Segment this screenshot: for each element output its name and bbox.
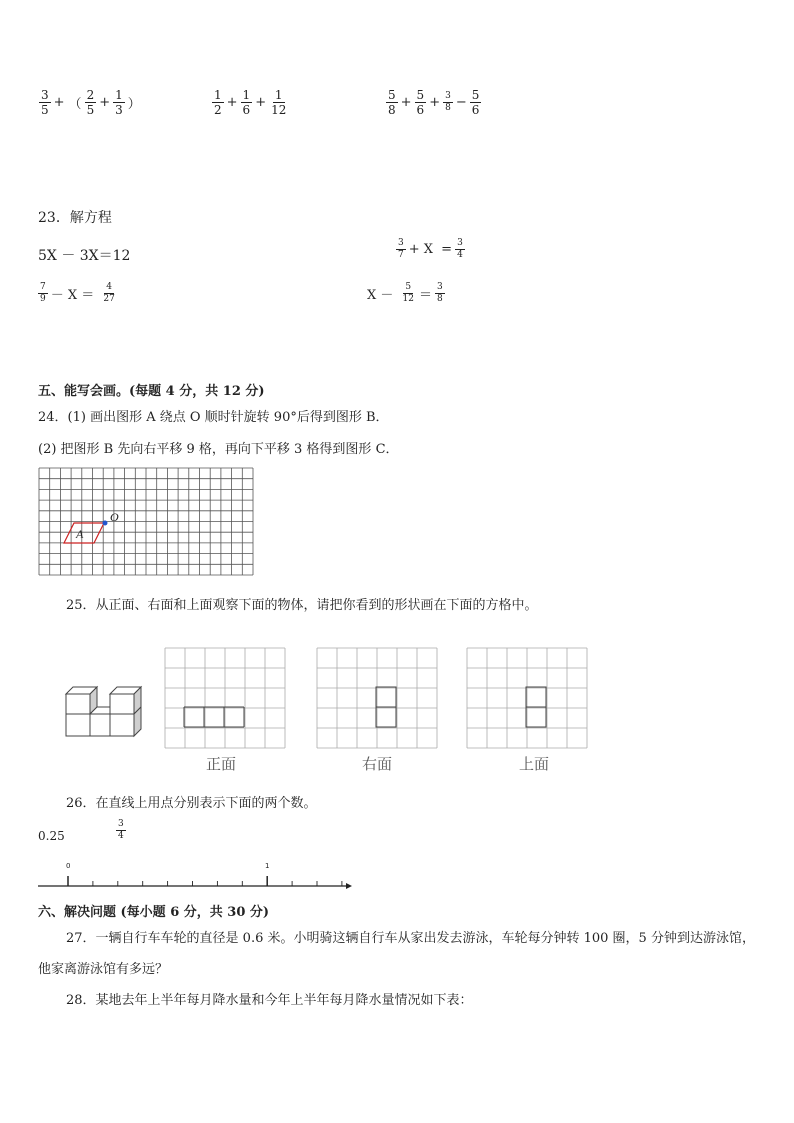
fraction: $\frac{5}{6}$	[416, 88, 425, 117]
q27-line2: 他家离游泳馆有多远？	[38, 962, 169, 977]
q23-title: 23．解方程	[38, 210, 112, 226]
expr-3: $\frac{5}{8}$ + $\frac{5}{6}$ + $\frac{3}{8}$ − $\frac{5}{6}$	[388, 88, 480, 117]
shape-a	[64, 523, 104, 543]
rotation-grid	[38, 467, 254, 577]
fraction: $\frac{2}{5}$	[86, 88, 95, 117]
q27-line1: 27．一辆自行车车轮的直径是 0.6 米。小明骑这辆自行车从家出发去游泳，车轮每分钟转 100 圈，5 分钟到达游泳馆，	[66, 931, 755, 946]
q26-text: 26．在直线上用点分别表示下面的两个数。	[66, 796, 317, 811]
shape-a-label: A	[76, 527, 84, 541]
front-view-shape	[184, 707, 244, 727]
top-view-label: 上面	[519, 755, 550, 773]
number-three-quarters	[115, 819, 127, 842]
fraction: $\frac{1}{12}$	[271, 88, 287, 117]
fraction: $\frac{3}{8}$	[445, 91, 451, 113]
fraction: $\frac{1}{6}$	[242, 88, 251, 117]
fraction: $\frac{3}{4}$	[118, 819, 124, 841]
number-line	[36, 860, 354, 894]
equation-2: $\frac{3}{7}$ + X = $\frac{3}{4}$	[398, 238, 463, 260]
fraction: $\frac{1}{2}$	[214, 88, 222, 117]
q24-part1: 24．(1) 画出图形 A 绕点 O 顺时针旋转 90°后得到图形 B．	[38, 410, 389, 425]
point-o-label: O	[110, 510, 119, 524]
q24-part2: (2) 把图形 B 先向右平移 9 格，再向下平移 3 格得到图形 C．	[38, 442, 399, 457]
right-view-label: 右面	[362, 755, 393, 773]
equation-1: 5X － 3X＝12	[38, 248, 131, 264]
front-view-grid	[164, 647, 288, 749]
tick-label-1: 1	[265, 862, 270, 870]
expr-2: $\frac{1}{2}$ + $\frac{1}{6}$ + $\frac{1}{12}$	[214, 88, 287, 117]
q28-text: 28．某地去年上半年每月降水量和今年上半年每月降水量情况如下表：	[66, 993, 473, 1008]
fraction: $\frac{7}{9}$	[40, 282, 46, 304]
q25-text: 25．从正面、右面和上面观察下面的物体，请把你看到的形状画在下面的方格中。	[66, 598, 538, 613]
fraction: $\frac{5}{12}$	[402, 282, 414, 304]
grid-lines	[39, 468, 253, 575]
fraction: $\frac{3}{5}$	[41, 88, 49, 117]
right-view-grid	[316, 647, 440, 749]
fraction: $\frac{5}{8}$	[388, 88, 396, 117]
section6-title: 六、解决问题 (每小题 6 分，共 30 分)	[38, 905, 270, 920]
top-view-grid	[466, 647, 590, 749]
fraction: $\frac{3}{4}$	[457, 238, 463, 260]
section5-title: 五、能写会画。(每题 4 分，共 12 分)	[38, 384, 265, 399]
expr-1: $\frac{3}{5}$ + （ $\frac{2}{5}$ + $\frac{1}{3}$ ）	[41, 88, 141, 117]
cube-object	[64, 684, 146, 738]
fraction: $\frac{3}{7}$	[398, 238, 404, 260]
fraction: $\frac{1}{3}$	[115, 88, 123, 117]
point-o	[103, 521, 108, 526]
number-025: 0.25	[38, 829, 65, 843]
fraction: $\frac{3}{8}$	[437, 282, 443, 304]
fraction: $\frac{4}{27}$	[103, 282, 115, 304]
arrow-head	[346, 883, 352, 889]
equation-4: X － $\frac{5}{12}$ ＝ $\frac{3}{8}$	[367, 282, 443, 304]
top-view-shape	[526, 687, 546, 727]
tick-label-0: 0	[66, 862, 71, 870]
right-view-shape	[376, 687, 396, 727]
front-view-label: 正面	[206, 755, 237, 773]
equation-3: $\frac{7}{9}$ － X ＝ $\frac{4}{27}$	[40, 282, 115, 304]
fraction: $\frac{5}{6}$	[471, 88, 480, 117]
